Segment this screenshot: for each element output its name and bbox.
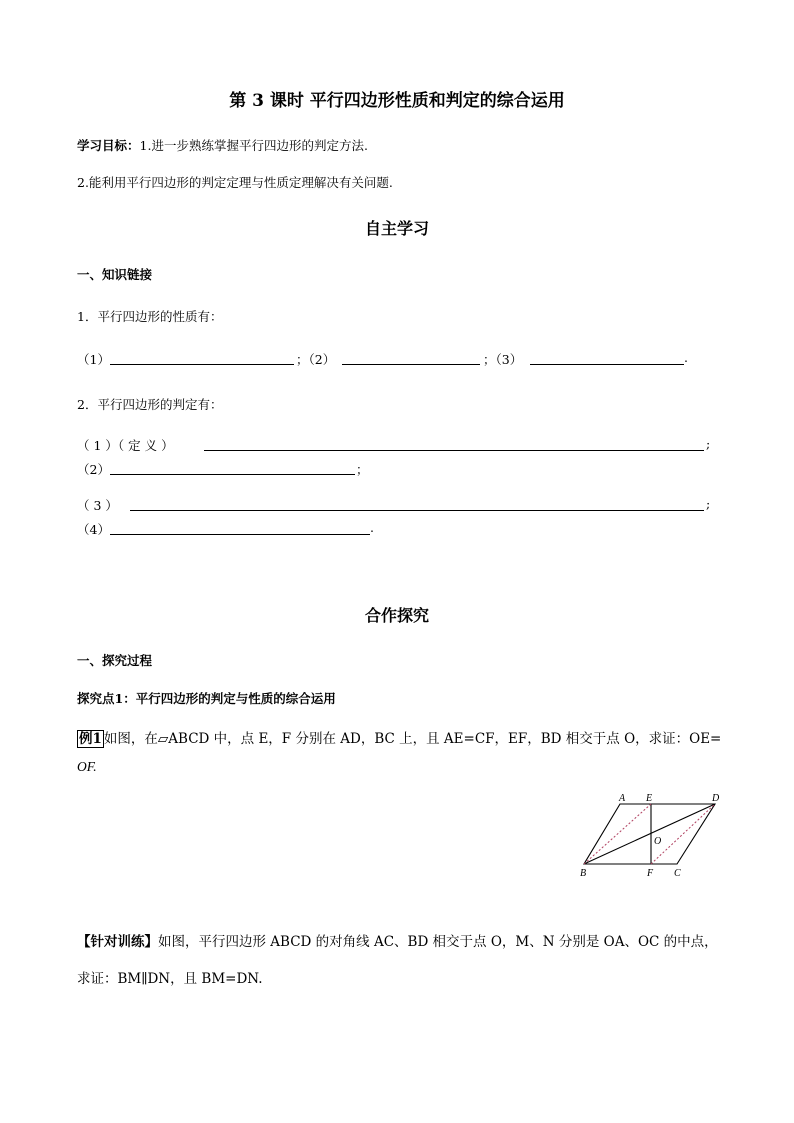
label-b: B [580,868,587,879]
q2-item-label-2: （2） [77,462,110,477]
practice-line-2: 求证：BM∥DN，且 BM=DN. [77,971,263,987]
q1-blank-label-2: ；（2） [296,352,336,367]
question-1: 1．平行四边形的性质有： [77,309,223,324]
label-e: E [646,793,653,804]
label-d: D [712,793,720,804]
q1-blank-line-3[interactable] [530,364,684,365]
section-heading-self-study: 自主学习 [364,219,429,238]
q2-blank-line-2[interactable] [110,474,355,475]
label-c: C [674,868,681,879]
label-o: O [654,836,662,847]
example-1-line-2: OF. [77,759,97,774]
q2-blank-line-1[interactable] [204,450,704,451]
exploration-point-1: 探究点1：平行四边形的判定与性质的综合运用 [77,691,336,706]
label-a: A [619,793,626,804]
q1-blank-end: . [684,350,688,365]
practice-text: 如图，平行四边形 ABCD 的对角线 AC、BD 相交于点 O，M、N 分别是 OA、OC 的中点， [158,934,718,950]
page-title: 第 3 课时 平行四边形性质和判定的综合运用 [229,91,565,111]
q2-item-label-3: （ 3 ） [77,498,118,513]
q1-blank-line-1[interactable] [110,364,294,365]
objective-1: 1.进一步熟练掌握平行四边形的判定方法. [139,138,368,153]
q2-blank-line-4[interactable] [110,534,370,535]
label-f: F [647,868,654,879]
objectives-label: 学习目标： [77,138,140,153]
parallelogram-figure [576,792,726,880]
question-2: 2．平行四边形的判定有： [77,397,223,412]
q2-item-label-4: （4） [77,522,110,537]
q1-blank-line-2[interactable] [342,364,480,365]
part-knowledge-link: 一、知识链接 [77,267,153,282]
q1-blank-label-1: （1） [77,352,110,367]
dashed-be [584,804,651,864]
q2-item-label-1: （ 1 ）（ 定 义 ） [77,438,174,453]
q2-item-end-4: . [370,520,374,535]
objective-2: 2.能利用平行四边形的判定定理与性质定理解决有关问题. [77,175,393,190]
practice-line-1 [77,930,718,950]
example-1-line-1 [77,727,721,747]
objectives-line-1 [77,136,368,154]
example-1-text: 如图，在▱ABCD 中，点 E，F 分别在 AD，BC 上，且 AE=CF，EF，BD 相交于点 O，求证：OE= [103,731,722,747]
section-heading-cooperative: 合作探究 [364,606,429,625]
example-label: 例1 [79,731,102,747]
q2-item-end-2: ； [356,462,369,477]
part-exploration: 一、探究过程 [77,653,153,668]
practice-label: 【针对训练】 [77,934,158,950]
q2-item-end-1: ; [706,436,711,451]
q1-blank-label-3: ；（3） [483,352,523,367]
q2-item-end-3: ; [706,496,711,511]
q2-blank-line-3[interactable] [130,510,704,511]
